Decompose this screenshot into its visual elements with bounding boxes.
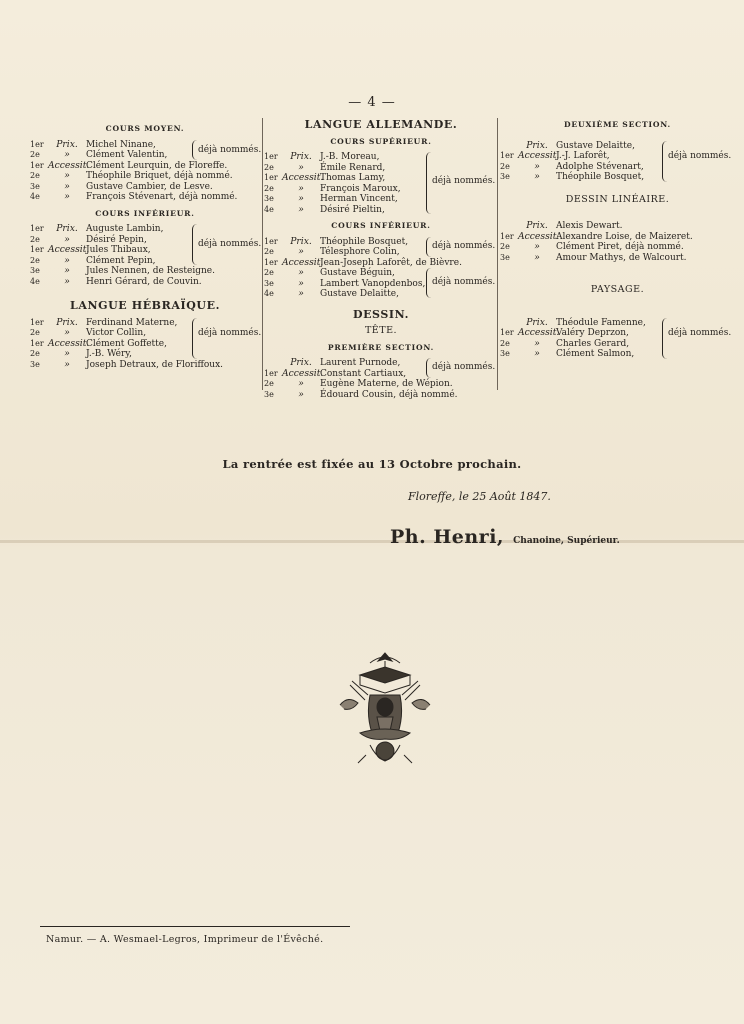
brace-mark: [662, 141, 667, 182]
prize-list-cours-inferieur: [30, 224, 260, 287]
prize-entry: Prix. Laurent Purnode,: [290, 357, 401, 368]
prize-entry: 4e » François Stévenart, déjà nommé.: [30, 191, 238, 202]
section-title-langue-hebraique: LANGUE HÉBRAÏQUE.: [69, 299, 220, 312]
prize-entry: 1er Accessit. J.-J. Laforêt,: [500, 150, 610, 161]
prize-entry: 2e » Clément Valentin,: [30, 149, 168, 160]
reopening-notice: La rentrée est fixée au 13 Octobre prochain.: [222, 457, 522, 471]
prize-list-langue-hebraique: [30, 318, 260, 371]
section-title-premiere-section: PREMIÈRE SECTION.: [327, 342, 435, 352]
prize-entry: 3e » Clément Salmon,: [500, 348, 635, 359]
prize-list-dessin-lineaire: [500, 221, 735, 263]
prize-list-premiere-section: [264, 358, 498, 400]
brace-note: déjà nommés.: [198, 144, 262, 155]
signature-title: Chanoine, Supérieur.: [513, 536, 620, 546]
prize-entry: 3e » Herman Vincent,: [264, 193, 398, 204]
prize-entry: 1er Accessit. Clément Goffette,: [30, 337, 167, 349]
prize-list-paysage: [500, 318, 735, 360]
prize-entry: 1er Prix. Auguste Lambin,: [30, 223, 164, 234]
column-right: [500, 118, 735, 364]
brace-mark: [426, 237, 431, 257]
column-divider: [262, 118, 263, 390]
prize-entry: 3e » Jules Nennen, de Resteigne.: [30, 265, 215, 276]
section-title-tete: TÊTE.: [364, 325, 398, 336]
brace-note: déjà nommés.: [668, 150, 732, 161]
brace-note: déjà nommés.: [432, 362, 496, 372]
prize-entry: 1er Prix. Michel Ninane,: [30, 138, 156, 150]
prize-entry: 2e » Télesphore Colin,: [264, 246, 400, 257]
section-title-langue-allemande: LANGUE ALLEMANDE.: [304, 118, 458, 131]
prize-entry: 1er Prix. J.-B. Moreau,: [264, 151, 380, 162]
prize-entry: 1er Accessit. Clément Leurquin, de Floreffe.: [30, 159, 228, 171]
brace-mark: [192, 224, 197, 265]
prize-entry: 3e » Édouard Cousin, déjà nommé.: [264, 388, 458, 400]
brace-mark: [662, 318, 667, 359]
prize-entry: 2e » Désiré Pepin,: [30, 233, 147, 245]
section-title-dessin: DESSIN.: [352, 307, 410, 321]
prize-entry: 1er Accessit. Alexandre Loise, de Maizeret.: [500, 230, 693, 242]
paper-fold-line: [0, 540, 744, 543]
brace-note: déjà nommés.: [198, 239, 262, 249]
prize-entry: 1er Accessit. Valéry Deprzon,: [500, 327, 629, 338]
prize-entry: 2e » Eugène Materne, de Wépion.: [264, 378, 453, 389]
brace-mark: [426, 152, 431, 214]
brace-note: déjà nommés.: [432, 276, 496, 287]
section-title-cours-superieur: COURS SUPÉRIEUR.: [330, 136, 432, 146]
signature-name: Ph. Henri,: [390, 526, 505, 548]
prize-entry: 2e » Victor Collin,: [30, 327, 147, 338]
prize-list-allemand-superieur: [264, 152, 498, 215]
column-middle: [264, 118, 498, 404]
prize-entry: Prix. Théodule Famenne,: [526, 316, 646, 328]
prize-list-cours-moyen: [30, 140, 260, 203]
prize-entry: 2e » Théophile Briquet, déjà nommé.: [30, 170, 233, 181]
section-title-paysage: PAYSAGE.: [590, 284, 645, 295]
prize-entry: 1er Accessit. Jules Thibaux,: [30, 244, 151, 255]
prize-entry: 2e » Émile Renard,: [264, 161, 386, 173]
prize-entry: 2e » François Maroux,: [264, 182, 401, 194]
section-title-deuxieme-section: DEUXIÈME SECTION.: [564, 120, 671, 129]
brace-note: déjà nommés.: [432, 176, 496, 186]
prize-entry: 1er Prix. Théophile Bosquet,: [264, 235, 409, 247]
page-number: — 4 —: [348, 95, 396, 110]
prize-entry: 2e » Clément Pepin,: [30, 254, 156, 266]
prize-entry: 3e » Joseph Detraux, de Floriffoux.: [30, 358, 224, 370]
prize-entry: 2e » Clément Piret, déjà nommé.: [500, 241, 684, 252]
prize-entry: Prix. Gustave Delaitte,: [526, 139, 635, 151]
column-left: [30, 118, 260, 374]
prize-entry: 1er Prix. Ferdinand Materne,: [30, 316, 178, 328]
brace-mark: [192, 140, 197, 160]
prize-entry: 1er Accessit. Jean-Joseph Laforêt, de Bièvre.: [264, 256, 462, 268]
prize-entry: 3e » Théophile Bosquet,: [500, 171, 645, 182]
prize-entry: 3e » Amour Mathys, de Walcourt.: [500, 251, 687, 263]
brace-note: déjà nommés.: [668, 327, 732, 338]
prize-entry: 4e » Gustave Delaitte,: [264, 288, 399, 299]
prize-entry: 2e » Charles Gerard,: [500, 337, 630, 349]
ornamental-emblem-icon: [330, 645, 440, 775]
prize-entry: 2e » Adolphe Stévenart,: [500, 160, 644, 172]
dateline: Floreffe, le 25 Août 1847.: [408, 490, 551, 503]
printer-rule: [40, 926, 350, 927]
prize-entry: 1er Accessit. Thomas Lamy,: [264, 172, 386, 183]
prize-entry: 3e » Lambert Vanopdenbos,: [264, 277, 426, 289]
prize-entry: 4e » Désiré Pieltin,: [264, 203, 385, 215]
brace-note: déjà nommés.: [198, 327, 262, 338]
brace-mark: [192, 318, 197, 359]
signature: [390, 526, 620, 548]
brace-mark: [426, 268, 431, 298]
brace-note: déjà nommés.: [432, 240, 496, 251]
prize-entry: 1er Accessit. Constant Cartiaux,: [264, 367, 407, 379]
section-title-cours-inferieur: COURS INFÉRIEUR.: [95, 208, 195, 218]
prize-entry: 3e » Gustave Cambier, de Lesve.: [30, 180, 213, 192]
prize-list-deuxieme-section: [500, 141, 735, 183]
prize-entry: Prix. Alexis Dewart.: [526, 220, 623, 231]
printer-imprint: Namur. — A. Wesmael-Legros, Imprimeur de l'Évêché.: [46, 934, 324, 945]
prize-entry: 2e » J.-B. Wéry,: [30, 348, 133, 359]
brace-mark: [426, 358, 431, 378]
prize-list-allemand-inferieur: [264, 237, 498, 300]
prize-entry: 2e » Gustave Béguin,: [264, 267, 395, 278]
section-title-cours-moyen: COURS MOYEN.: [105, 124, 185, 133]
column-divider: [497, 118, 498, 390]
section-title-dessin-lineaire: DESSIN LINÉAIRE.: [565, 193, 670, 205]
prize-entry: 4e » Henri Gérard, de Couvin.: [30, 275, 202, 287]
section-title-cours-inferieur: COURS INFÉRIEUR.: [331, 221, 431, 230]
